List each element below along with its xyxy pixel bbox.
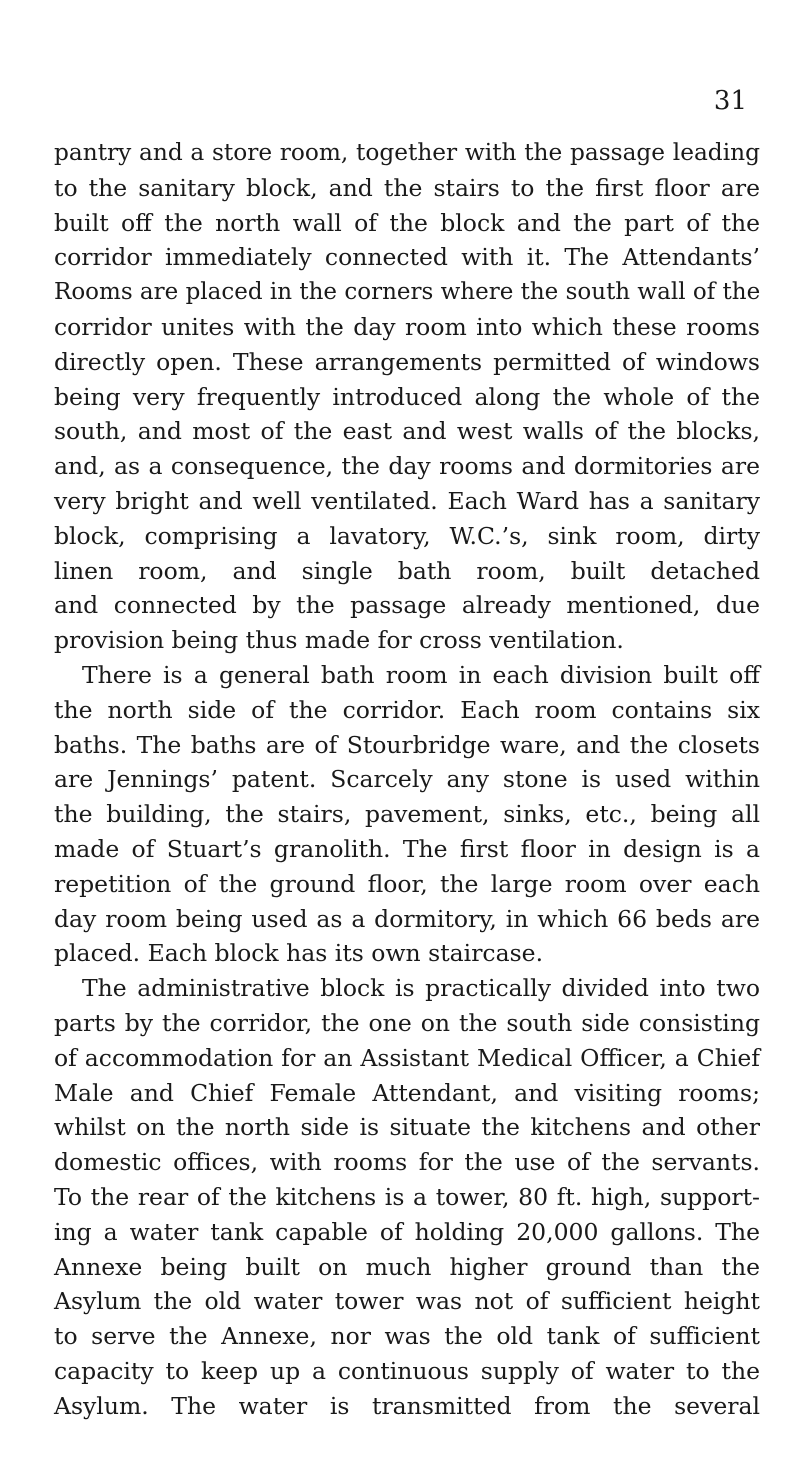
text-line: pantry and a store room, together with the passage leading: [54, 139, 760, 166]
text-line: Rooms are placed in the corners where the south wall of the: [54, 279, 761, 306]
text-line: to serve the Annexe, nor was the old tank of sufficient: [54, 1322, 760, 1351]
text-line: To the rear of the kitchens is a tower, 80 ft. high, support-: [54, 1182, 760, 1211]
text-line: corridor unites with the day room into which these rooms: [54, 312, 760, 341]
text-line: whilst on the north side is situate the kitchens and other: [54, 1113, 760, 1142]
text-line: ing a water tank capable of holding 20,000 gallons. The: [54, 1217, 760, 1246]
body-text: [54, 136, 760, 1423]
text-line: placed. Each block has its own staircase.: [54, 939, 544, 968]
text-line: repetition of the ground floor, the large room over each: [54, 869, 760, 898]
text-line: block, comprising a lavatory, W.C.’s, sink room, dirty: [54, 521, 760, 550]
text-line: The administrative block is practically divided into two: [82, 974, 760, 1003]
text-line: corridor immediately connected with it. The Attendants’: [54, 243, 760, 272]
text-line: made of Stuart’s granolith. The first floor in design is a: [54, 834, 760, 863]
text-line: capacity to keep up a continuous supply of water to the: [54, 1356, 760, 1385]
text-line: and connected by the passage already mentioned, due: [54, 591, 760, 620]
text-line: and, as a consequence, the day rooms and dormitories are: [54, 452, 760, 481]
text-line: are Jennings’ patent. Scarcely any stone is used within: [54, 765, 760, 794]
text-line: baths. The baths are of Stourbridge ware, and the closets: [54, 730, 760, 759]
text-line: to the sanitary block, and the stairs to the first floor are: [54, 173, 760, 202]
text-line: Asylum the old water tower was not of sufficient height: [54, 1287, 760, 1316]
text-line: the north side of the corridor. Each room contains six: [54, 695, 760, 724]
text-line: Asylum. The water is transmitted from the several: [54, 1391, 760, 1420]
text-line: domestic offices, with rooms for the use of the servants.: [54, 1148, 760, 1177]
text-line: very bright and well ventilated. Each Ward has a sanitary: [54, 486, 760, 515]
page-number: 31: [713, 86, 747, 116]
text-line: south, and most of the east and west walls of the blocks,: [54, 417, 760, 446]
text-line: being very frequently introduced along the whole of the: [54, 382, 760, 411]
text-line: the building, the stairs, pavement, sinks, etc., being all: [54, 800, 760, 829]
text-line: linen room, and single bath room, built detached: [54, 556, 760, 585]
text-line: built off the north wall of the block and the part of the: [54, 208, 760, 237]
text-line: There is a general bath room in each division built off: [82, 660, 760, 689]
text-line: Annexe being built on much higher ground than the: [54, 1252, 760, 1281]
text-line: parts by the corridor, the one on the south side consisting: [54, 1008, 760, 1037]
text-line: Male and Chief Female Attendant, and visiting rooms;: [54, 1078, 760, 1107]
text-line: provision being thus made for cross ventilation.: [54, 626, 624, 655]
text-line: day room being used as a dormitory, in which 66 beds are: [54, 904, 760, 933]
text-line: of accommodation for an Assistant Medical Officer, a Chief: [54, 1043, 760, 1072]
text-line: directly open. These arrangements permitted of windows: [54, 347, 760, 376]
